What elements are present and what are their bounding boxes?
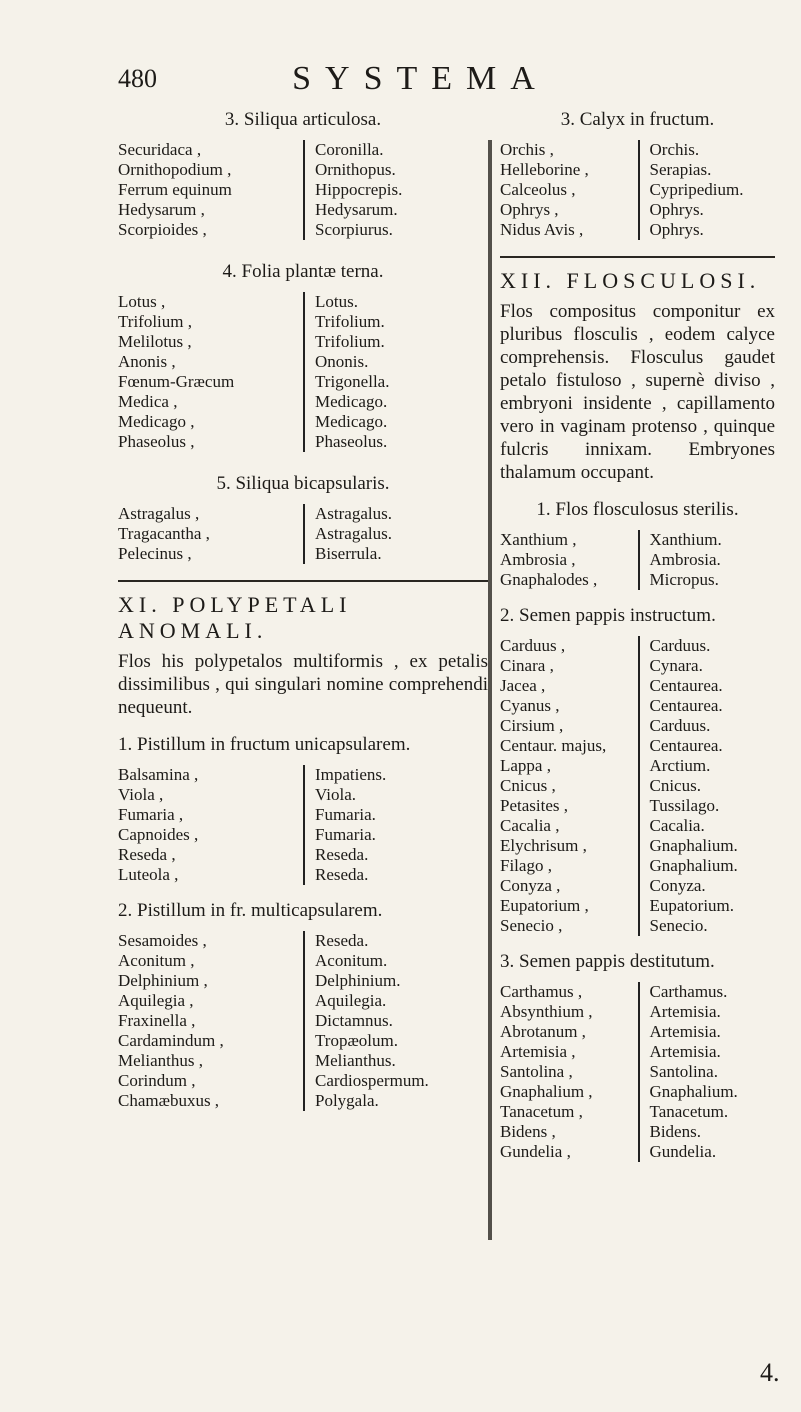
vernacular-names [118, 765, 303, 885]
linnaean-names [303, 765, 488, 885]
table-cell: Cyanus , [500, 696, 560, 715]
linnaean-names [638, 530, 776, 590]
table-r3 [500, 140, 775, 240]
table-cell: Viola , [118, 785, 164, 804]
page-number: 480 [118, 64, 157, 93]
table-cell: Centaur. majus, [500, 736, 607, 755]
table-cell: Gundelia. [649, 1142, 717, 1161]
table-cell: Orchis. [649, 140, 700, 159]
table-cell: Delphinium , [118, 971, 208, 990]
table-cell: Bidens , [500, 1122, 556, 1141]
table-cell: Filago , [500, 856, 552, 875]
class-xii-title: XII. FLOSCULOSI. [500, 268, 761, 293]
table-cell: Medicago. [315, 392, 388, 411]
table-cell: Eupatorium , [500, 896, 589, 915]
table-cell: Lotus. [315, 292, 358, 311]
table-cell: Cinara , [500, 656, 554, 675]
table-cell: Coronilla. [315, 140, 384, 159]
table-s5 [118, 504, 488, 564]
table-cell: Cardamindum , [118, 1031, 224, 1050]
table-cell: Reseda. [315, 931, 369, 950]
table-xii-3 [500, 982, 775, 1162]
table-cell: Senecio , [500, 916, 563, 935]
table-cell: Centaurea. [649, 736, 723, 755]
table-cell: Carthamus , [500, 982, 583, 1001]
table-cell: Luteola , [118, 865, 179, 884]
table-cell: Calceolus , [500, 180, 576, 199]
table-cell: Chamæbuxus , [118, 1091, 220, 1110]
table-cell: Aconitum. [315, 951, 388, 970]
table-cell: Lappa , [500, 756, 551, 775]
table-cell: Artemisia. [649, 1002, 721, 1021]
vernacular-names [500, 140, 638, 240]
table-cell: Cardiospermum. [315, 1071, 429, 1090]
table-cell: Santolina , [500, 1062, 573, 1081]
vernacular-names [118, 140, 303, 240]
linnaean-names [638, 982, 776, 1162]
table-cell: Artemisia. [649, 1022, 721, 1041]
table-cell: Hedysarum. [315, 200, 398, 219]
table-cell: Artemisia , [500, 1042, 576, 1061]
section-5-title: 5. Siliqua bicapsularis. [216, 473, 390, 494]
table-cell: Medicago. [315, 412, 388, 431]
table-cell: Ononis. [315, 352, 369, 371]
table-cell: Fœnum-Græcum [118, 372, 235, 391]
table-xi-2 [118, 931, 488, 1111]
table-cell: Gundelia , [500, 1142, 571, 1161]
table-cell: Cnicus. [649, 776, 701, 795]
table-cell: Gnaphalium , [500, 1082, 593, 1101]
table-cell: Aquilegia , [118, 991, 194, 1010]
table-s4 [118, 292, 488, 452]
right-column [500, 100, 775, 1162]
xi-2-title: 2. Pistillum in fr. multicapsularem. [118, 900, 383, 921]
signature-mark: 4. [760, 1358, 780, 1387]
table-cell: Tussilago. [649, 796, 720, 815]
table-xii-1 [500, 530, 775, 590]
calyx-title: 3. Calyx in fructum. [560, 109, 715, 130]
table-cell: Petasites , [500, 796, 568, 815]
table-cell: Cacalia. [649, 816, 705, 835]
table-cell: Scorpiurus. [315, 220, 393, 239]
class-xi-text: Flos his polypetalos multiformis , ex petalis dissimilibus , qui singulari nomine comprehendi nequeunt. [118, 651, 488, 718]
column-rule [488, 140, 492, 1240]
table-cell: Carduus. [649, 716, 711, 735]
linnaean-names [303, 504, 488, 564]
table-cell: Astragalus , [118, 504, 200, 523]
table-cell: Trifolium , [118, 312, 193, 331]
table-cell: Cirsium , [500, 716, 564, 735]
table-cell: Medica , [118, 392, 178, 411]
table-cell: Corindum , [118, 1071, 196, 1090]
section-4-title: 4. Folia plantæ terna. [222, 261, 384, 282]
vernacular-names [500, 530, 638, 590]
table-cell: Fumaria. [315, 825, 376, 844]
linnaean-names [638, 636, 776, 936]
table-cell: Helleborine , [500, 160, 589, 179]
class-xii-text: Flos compositus componitur ex pluribus flosculis , eodem calyce comprehensis. Flosculus gaudet petalo fistuloso , supernè diviso , embryoni insidente , capillamento vero in vaginam protenso , quinque fulcris innixam. Embryones thalamum occupant. [500, 301, 775, 483]
table-cell: Phaseolus. [315, 432, 388, 451]
divider [500, 256, 775, 258]
table-xi-1 [118, 765, 488, 885]
vernacular-names [118, 931, 303, 1111]
table-cell: Carthamus. [649, 982, 728, 1001]
table-s3 [118, 140, 488, 240]
table-cell: Viola. [315, 785, 356, 804]
xii-1-title: 1. Flos flosculosus sterilis. [536, 499, 739, 520]
xii-3-title: 3. Semen pappis destitutum. [500, 951, 715, 972]
linnaean-names [303, 292, 488, 452]
xi-1-title: 1. Pistillum in fructum unicapsularem. [118, 734, 411, 755]
table-cell: Tropæolum. [315, 1031, 398, 1050]
table-cell: Lotus , [118, 292, 166, 311]
table-cell: Santolina. [649, 1062, 718, 1081]
table-cell: Melilotus , [118, 332, 192, 351]
table-cell: Eupatorium. [649, 896, 735, 915]
table-cell: Ambrosia , [500, 550, 576, 569]
table-cell: Biserrula. [315, 544, 382, 563]
table-cell: Delphinium. [315, 971, 401, 990]
table-cell: Sesamoides , [118, 931, 207, 950]
table-cell: Ornithopodium , [118, 160, 232, 179]
table-cell: Dictamnus. [315, 1011, 393, 1030]
table-cell: Tanacetum , [500, 1102, 583, 1121]
table-cell: Tanacetum. [649, 1102, 729, 1121]
table-cell: Carduus. [649, 636, 711, 655]
table-cell: Ophrys. [649, 220, 704, 239]
table-cell: Tragacantha , [118, 524, 210, 543]
table-cell: Trigonella. [315, 372, 390, 391]
running-title: SYSTEMA [292, 60, 549, 97]
table-cell: Pelecinus , [118, 544, 192, 563]
linnaean-names [638, 140, 776, 240]
table-cell: Melianthus , [118, 1051, 203, 1070]
table-cell: Fumaria. [315, 805, 376, 824]
table-cell: Jacea , [500, 676, 546, 695]
table-xii-2 [500, 636, 775, 936]
table-cell: Arctium. [649, 756, 711, 775]
table-cell: Anonis , [118, 352, 176, 371]
table-cell: Centaurea. [649, 676, 723, 695]
table-cell: Fraxinella , [118, 1011, 196, 1030]
table-cell: Fumaria , [118, 805, 184, 824]
table-cell: Gnaphalium. [649, 1082, 738, 1101]
vernacular-names [500, 636, 638, 936]
table-cell: Gnaphalium. [649, 856, 738, 875]
table-cell: Carduus , [500, 636, 566, 655]
table-cell: Reseda. [315, 845, 369, 864]
table-cell: Hippocrepis. [315, 180, 403, 199]
table-cell: Artemisia. [649, 1042, 721, 1061]
table-cell: Ferrum equinum [118, 180, 232, 199]
table-cell: Polygala. [315, 1091, 379, 1110]
table-cell: Micropus. [649, 570, 719, 589]
table-cell: Bidens. [649, 1122, 701, 1141]
table-cell: Conyza. [649, 876, 706, 895]
table-cell: Xanthium. [649, 530, 722, 549]
table-cell: Absynthium , [500, 1002, 593, 1021]
table-cell: Xanthium , [500, 530, 577, 549]
class-xi-title: XI. POLYPETALI ANOMALI. [118, 592, 352, 643]
left-column [118, 100, 488, 1111]
table-cell: Ophrys , [500, 200, 559, 219]
table-cell: Capnoides , [118, 825, 199, 844]
table-cell: Balsamina , [118, 765, 199, 784]
table-cell: Conyza , [500, 876, 561, 895]
table-cell: Reseda. [315, 865, 369, 884]
table-cell: Cacalia , [500, 816, 560, 835]
divider [118, 580, 488, 582]
table-cell: Cypripedium. [649, 180, 744, 199]
linnaean-names [303, 931, 488, 1111]
table-cell: Melianthus. [315, 1051, 396, 1070]
table-cell: Reseda , [118, 845, 176, 864]
vernacular-names [118, 504, 303, 564]
table-cell: Astragalus. [315, 504, 392, 523]
table-cell: Ornithopus. [315, 160, 396, 179]
table-cell: Senecio. [649, 916, 708, 935]
table-cell: Cnicus , [500, 776, 556, 795]
section-3-title: 3. Siliqua articulosa. [224, 109, 382, 130]
table-cell: Trifolium. [315, 312, 385, 331]
table-cell: Medicago , [118, 412, 195, 431]
table-cell: Gnaphalium. [649, 836, 738, 855]
table-cell: Hedysarum , [118, 200, 205, 219]
table-cell: Serapias. [649, 160, 712, 179]
vernacular-names [118, 292, 303, 452]
table-cell: Gnaphalodes , [500, 570, 598, 589]
table-cell: Cynara. [649, 656, 703, 675]
table-cell: Aconitum , [118, 951, 195, 970]
table-cell: Aquilegia. [315, 991, 387, 1010]
table-cell: Ophrys. [649, 200, 704, 219]
table-cell: Scorpioides , [118, 220, 207, 239]
table-cell: Securidaca , [118, 140, 202, 159]
xii-2-title: 2. Semen pappis instructum. [500, 605, 716, 626]
table-cell: Orchis , [500, 140, 554, 159]
table-cell: Centaurea. [649, 696, 723, 715]
table-cell: Abrotanum , [500, 1022, 586, 1041]
table-cell: Nidus Avis , [500, 220, 584, 239]
table-cell: Phaseolus , [118, 432, 195, 451]
linnaean-names [303, 140, 488, 240]
vernacular-names [500, 982, 638, 1162]
table-cell: Astragalus. [315, 524, 392, 543]
table-cell: Ambrosia. [649, 550, 721, 569]
table-cell: Elychrisum , [500, 836, 587, 855]
table-cell: Impatiens. [315, 765, 387, 784]
table-cell: Trifolium. [315, 332, 385, 351]
